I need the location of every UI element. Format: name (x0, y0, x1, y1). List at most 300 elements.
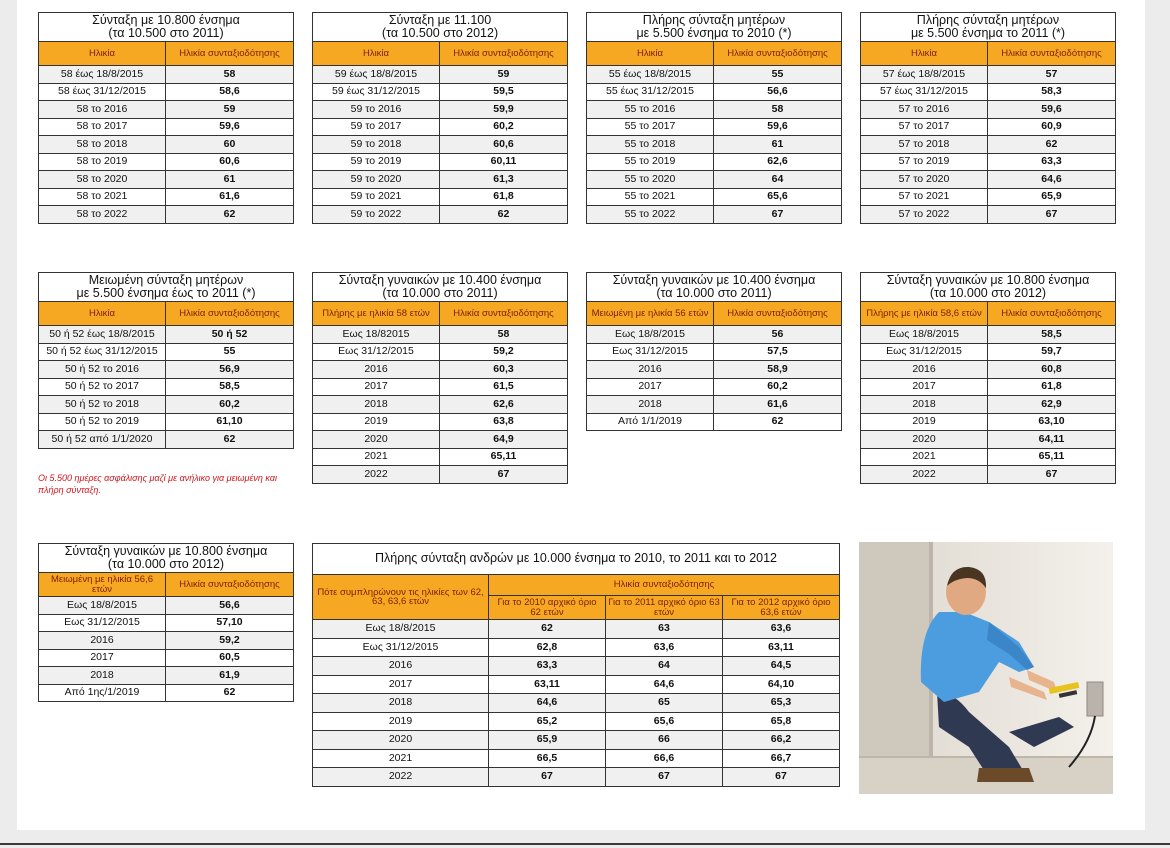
table-row (587, 188, 842, 206)
row-label: 2016 (313, 361, 440, 379)
table-row (861, 466, 1116, 484)
row-value: 66 (606, 731, 723, 750)
row-label: 59 το 2017 (313, 118, 440, 136)
table-title: Σύνταξη γυναικών με 10.400 ένσημα (τα 10.000 στο 2011) (587, 273, 842, 302)
row-label: 2021 (861, 448, 988, 466)
row-value: 65,6 (606, 712, 723, 731)
row-value: 63,3 (489, 657, 606, 676)
col-header: Μειωμένη με ηλικία 56 ετών (587, 302, 714, 326)
row-value: 59,6 (988, 101, 1116, 119)
row-value: 64 (606, 657, 723, 676)
row-label: 57 έως 18/8/2015 (861, 66, 988, 84)
row-value: 61,9 (166, 667, 294, 685)
row-value: 63,8 (440, 413, 568, 431)
table-row (587, 206, 842, 224)
table-row (39, 649, 294, 667)
table-row (39, 83, 294, 101)
table-row (861, 101, 1116, 119)
row-label: 57 το 2016 (861, 101, 988, 119)
table-row (587, 171, 842, 189)
footnote: Οι 5.500 ημέρες ασφάλισης μαζί με ανήλικο για μειωμένη και πλήρη σύνταξη. (38, 473, 277, 496)
row-value: 61,8 (440, 188, 568, 206)
row-label: Εως 18/8/2015 (39, 597, 166, 615)
col-header: Πλήρης με ηλικία 58 ετών (313, 302, 440, 326)
table-row (313, 396, 568, 414)
row-value: 56,6 (166, 597, 294, 615)
col-header: Πότε συμπληρώνουν τις ηλικίες των 62, 63, 63,6 ετών (313, 575, 489, 620)
row-label: 2022 (313, 768, 489, 787)
row-value: 58,6 (166, 83, 294, 101)
table-row (39, 136, 294, 154)
row-value: 59 (166, 101, 294, 119)
table-row (861, 118, 1116, 136)
row-value: 60,2 (166, 396, 294, 414)
table-row (39, 171, 294, 189)
row-label: 58 το 2019 (39, 153, 166, 171)
row-value: 59,5 (440, 83, 568, 101)
row-value: 67 (489, 768, 606, 787)
row-label: 58 το 2018 (39, 136, 166, 154)
row-value: 61,5 (440, 378, 568, 396)
row-value: 62 (489, 620, 606, 639)
table-row (861, 326, 1116, 344)
col-header: Ηλικία συνταξιοδότησης (166, 573, 294, 597)
table-women-10400-reduced (586, 272, 842, 431)
row-value: 62 (440, 206, 568, 224)
row-label: Από 1ης/1/2019 (39, 684, 166, 702)
row-value: 62 (166, 206, 294, 224)
row-label: 57 το 2022 (861, 206, 988, 224)
table-mothers-reduced (38, 272, 294, 449)
table-row (313, 749, 840, 768)
row-value: 60,3 (440, 361, 568, 379)
electrician-photo (859, 542, 1113, 794)
table-pension-11100 (312, 12, 568, 224)
col-header: Ηλικία (39, 302, 166, 326)
col-header: Για το 2012 αρχικό όριο 63,6 ετών (723, 596, 840, 620)
table-row (861, 206, 1116, 224)
row-value: 56,9 (166, 361, 294, 379)
row-label: 2017 (313, 675, 489, 694)
row-label: 58 το 2017 (39, 118, 166, 136)
row-value: 56 (714, 326, 842, 344)
row-value: 60,8 (988, 361, 1116, 379)
row-value: 58 (440, 326, 568, 344)
row-label: 55 το 2022 (587, 206, 714, 224)
row-label: 59 το 2018 (313, 136, 440, 154)
table-row (861, 153, 1116, 171)
row-label: 55 το 2020 (587, 171, 714, 189)
row-label: 2016 (861, 361, 988, 379)
table-row (313, 326, 568, 344)
row-label: 2016 (587, 361, 714, 379)
table-row (313, 118, 568, 136)
table-women-10400-full (312, 272, 568, 484)
table-row (39, 667, 294, 685)
row-value: 60,6 (166, 153, 294, 171)
col-header: Ηλικία (587, 42, 714, 66)
row-value: 61,10 (166, 413, 294, 431)
row-label: 2021 (313, 448, 440, 466)
row-label: 50 ή 52 το 2019 (39, 413, 166, 431)
row-label: 50 ή 52 το 2017 (39, 378, 166, 396)
table-row (39, 206, 294, 224)
row-label: Εως 31/12/2015 (313, 638, 489, 657)
row-label: 59 έως 18/8/2015 (313, 66, 440, 84)
row-label: Εως 18/8/2015 (861, 326, 988, 344)
col-header: Ηλικία συνταξιοδότησης (166, 302, 294, 326)
table-row (313, 83, 568, 101)
col-header: Ηλικία συνταξιοδότησης (714, 302, 842, 326)
row-label: 58 το 2016 (39, 101, 166, 119)
table-row (313, 188, 568, 206)
table-row (39, 378, 294, 396)
row-label: 59 το 2016 (313, 101, 440, 119)
table-row (587, 343, 842, 361)
table-row (587, 378, 842, 396)
row-label: 50 ή 52 το 2018 (39, 396, 166, 414)
row-label: Εως 31/12/2015 (313, 343, 440, 361)
row-value: 59,2 (166, 632, 294, 650)
row-value: 67 (714, 206, 842, 224)
table-row (39, 632, 294, 650)
row-label: 2018 (39, 667, 166, 685)
col-header: Ηλικία συνταξιοδότησης (714, 42, 842, 66)
row-label: 59 έως 31/12/2015 (313, 83, 440, 101)
row-value: 50 ή 52 (166, 326, 294, 344)
table-row (39, 66, 294, 84)
table-row (39, 101, 294, 119)
row-value: 65,11 (988, 448, 1116, 466)
row-value: 61 (714, 136, 842, 154)
row-value: 62,6 (714, 153, 842, 171)
table-row (587, 101, 842, 119)
row-label: Από 1/1/2019 (587, 413, 714, 431)
row-label: 2020 (313, 731, 489, 750)
row-label: 57 το 2018 (861, 136, 988, 154)
table-row (39, 188, 294, 206)
table-row (39, 614, 294, 632)
row-value: 67 (440, 466, 568, 484)
table-row (39, 361, 294, 379)
row-value: 64,6 (606, 675, 723, 694)
row-label: 57 το 2017 (861, 118, 988, 136)
row-value: 58,3 (988, 83, 1116, 101)
table-row (587, 326, 842, 344)
row-value: 59,2 (440, 343, 568, 361)
table-row (587, 413, 842, 431)
table-title: Πλήρης σύνταξη ανδρών με 10.000 ένσημα το 2010, το 2011 και το 2012 (313, 544, 840, 575)
table-row (587, 66, 842, 84)
table-row (39, 343, 294, 361)
row-value: 63,11 (723, 638, 840, 657)
table-title: Σύνταξη γυναικών με 10.800 ένσημα (τα 10.000 στο 2012) (39, 544, 294, 573)
row-label: 55 το 2021 (587, 188, 714, 206)
col-header: Ηλικία συνταξιοδότησης (440, 42, 568, 66)
row-label: 59 το 2019 (313, 153, 440, 171)
row-value: 61 (166, 171, 294, 189)
row-label: 57 έως 31/12/2015 (861, 83, 988, 101)
row-label: 2022 (861, 466, 988, 484)
row-value: 63,3 (988, 153, 1116, 171)
table-women-10800-full (860, 272, 1116, 484)
table-title: Σύνταξη γυναικών με 10.800 ένσημα (τα 10.000 στο 2012) (861, 273, 1116, 302)
col-header: Ηλικία συνταξιοδότησης (988, 42, 1116, 66)
table-row (39, 413, 294, 431)
table-row (313, 768, 840, 787)
row-label: 55 το 2018 (587, 136, 714, 154)
table-row (313, 66, 568, 84)
row-label: 50 ή 52 το 2016 (39, 361, 166, 379)
row-value: 63 (606, 620, 723, 639)
row-value: 60,5 (166, 649, 294, 667)
row-label: Εως 31/12/2015 (861, 343, 988, 361)
row-value: 63,6 (606, 638, 723, 657)
row-label: 58 έως 18/8/2015 (39, 66, 166, 84)
row-value: 59,6 (714, 118, 842, 136)
row-label: 50 ή 52 έως 31/12/2015 (39, 343, 166, 361)
row-label: 55 το 2017 (587, 118, 714, 136)
row-value: 65 (606, 694, 723, 713)
row-value: 59,6 (166, 118, 294, 136)
row-label: 2018 (313, 396, 440, 414)
table-row (861, 83, 1116, 101)
table-row (313, 343, 568, 361)
table-row (39, 431, 294, 449)
row-label: 58 το 2020 (39, 171, 166, 189)
table-row (861, 396, 1116, 414)
table-row (313, 171, 568, 189)
table-row (861, 66, 1116, 84)
row-label: Εως 18/8/2015 (313, 620, 489, 639)
table-row (861, 136, 1116, 154)
row-value: 67 (988, 206, 1116, 224)
row-value: 64 (714, 171, 842, 189)
row-label: 59 το 2020 (313, 171, 440, 189)
row-value: 66,5 (489, 749, 606, 768)
table-title: Σύνταξη με 11.100 (τα 10.500 στο 2012) (313, 13, 568, 42)
row-label: 2022 (313, 466, 440, 484)
row-label: Εως 18/8/2015 (587, 326, 714, 344)
row-label: 58 έως 31/12/2015 (39, 83, 166, 101)
table-row (313, 431, 568, 449)
row-value: 59,9 (440, 101, 568, 119)
row-value: 55 (714, 66, 842, 84)
row-label: 59 το 2021 (313, 188, 440, 206)
row-label: 55 έως 18/8/2015 (587, 66, 714, 84)
row-value: 60,2 (440, 118, 568, 136)
table-mothers-full-2010 (586, 12, 842, 224)
row-label: Εως 31/12/2015 (587, 343, 714, 361)
table-row (313, 206, 568, 224)
row-value: 63,10 (988, 413, 1116, 431)
table-row (313, 378, 568, 396)
table-row (39, 684, 294, 702)
row-value: 64,10 (723, 675, 840, 694)
table-row (313, 153, 568, 171)
col-header: Ηλικία (39, 42, 166, 66)
row-value: 59 (440, 66, 568, 84)
bottom-divider (0, 843, 1170, 845)
row-label: 58 το 2021 (39, 188, 166, 206)
row-value: 59,7 (988, 343, 1116, 361)
row-value: 66,7 (723, 749, 840, 768)
row-label: 2018 (313, 694, 489, 713)
row-value: 63,6 (723, 620, 840, 639)
row-value: 58,9 (714, 361, 842, 379)
row-label: 2018 (861, 396, 988, 414)
table-title: Μειωμένη σύνταξη μητέρων με 5.500 ένσημα έως το 2011 (*) (39, 273, 294, 302)
table-title: Σύνταξη με 10.800 ένσημα (τα 10.500 στο 2011) (39, 13, 294, 42)
row-value: 65,9 (988, 188, 1116, 206)
row-value: 65,3 (723, 694, 840, 713)
col-header: Ηλικία συνταξιοδότησης (489, 575, 840, 596)
row-value: 61,6 (166, 188, 294, 206)
table-row (861, 361, 1116, 379)
row-label: 2017 (313, 378, 440, 396)
row-value: 58 (166, 66, 294, 84)
row-label: 2017 (861, 378, 988, 396)
table-row (861, 413, 1116, 431)
table-title: Πλήρης σύνταξη μητέρων με 5.500 ένσημα το 2011 (*) (861, 13, 1116, 42)
row-value: 60,6 (440, 136, 568, 154)
table-row (587, 118, 842, 136)
row-label: 2018 (587, 396, 714, 414)
table-pension-10800 (38, 12, 294, 224)
row-label: 2016 (39, 632, 166, 650)
table-mothers-full-2011 (860, 12, 1116, 224)
table-men-10000 (312, 543, 840, 787)
table-row (587, 361, 842, 379)
row-value: 55 (166, 343, 294, 361)
row-value: 67 (606, 768, 723, 787)
row-value: 62,6 (440, 396, 568, 414)
row-value: 65,2 (489, 712, 606, 731)
row-label: Εως 18/82015 (313, 326, 440, 344)
table-title: Πλήρης σύνταξη μητέρων με 5.500 ένσημα το 2010 (*) (587, 13, 842, 42)
row-value: 63,11 (489, 675, 606, 694)
row-value: 67 (988, 466, 1116, 484)
row-label: 2019 (313, 413, 440, 431)
row-value: 56,6 (714, 83, 842, 101)
table-row (39, 597, 294, 615)
row-value: 57,10 (166, 614, 294, 632)
row-value: 64,6 (489, 694, 606, 713)
row-value: 58 (714, 101, 842, 119)
row-label: Εως 31/12/2015 (39, 614, 166, 632)
table-row (39, 326, 294, 344)
table-row (39, 396, 294, 414)
row-value: 62 (988, 136, 1116, 154)
table-row (313, 694, 840, 713)
row-value: 61,8 (988, 378, 1116, 396)
table-row (313, 448, 568, 466)
table-row (313, 712, 840, 731)
col-header: Για το 2010 αρχικό όριο 62 ετών (489, 596, 606, 620)
col-header: Πλήρης με ηλικία 58,6 ετών (861, 302, 988, 326)
row-label: 2020 (861, 431, 988, 449)
row-value: 64,6 (988, 171, 1116, 189)
row-value: 64,9 (440, 431, 568, 449)
row-value: 60,11 (440, 153, 568, 171)
row-label: 55 το 2019 (587, 153, 714, 171)
row-value: 66,6 (606, 749, 723, 768)
row-value: 61,6 (714, 396, 842, 414)
table-row (39, 153, 294, 171)
row-value: 64,5 (723, 657, 840, 676)
col-header: Ηλικία συνταξιοδότησης (440, 302, 568, 326)
table-women-10800-reduced (38, 543, 294, 702)
row-label: 2017 (587, 378, 714, 396)
row-value: 61,3 (440, 171, 568, 189)
table-row (587, 136, 842, 154)
table-row (861, 378, 1116, 396)
row-label: 50 ή 52 από 1/1/2020 (39, 431, 166, 449)
row-value: 62 (166, 431, 294, 449)
table-row (861, 343, 1116, 361)
row-value: 62,9 (988, 396, 1116, 414)
row-value: 65,8 (723, 712, 840, 731)
col-header: Ηλικία συνταξιοδότησης (988, 302, 1116, 326)
row-value: 57,5 (714, 343, 842, 361)
row-value: 60 (166, 136, 294, 154)
row-value: 62 (166, 684, 294, 702)
table-title: Σύνταξη γυναικών με 10.400 ένσημα (τα 10.000 στο 2011) (313, 273, 568, 302)
electrician-illustration (859, 542, 1113, 794)
row-label: 55 έως 31/12/2015 (587, 83, 714, 101)
table-row (861, 448, 1116, 466)
col-header: Για το 2011 αρχικό όριο 63 ετών (606, 596, 723, 620)
col-header: Ηλικία συνταξιοδότησης (166, 42, 294, 66)
row-value: 67 (723, 768, 840, 787)
table-row (313, 413, 568, 431)
table-row (861, 431, 1116, 449)
table-row (313, 675, 840, 694)
row-label: 55 το 2016 (587, 101, 714, 119)
row-value: 58,5 (988, 326, 1116, 344)
table-row (313, 731, 840, 750)
table-row (313, 361, 568, 379)
row-value: 60,2 (714, 378, 842, 396)
row-value: 58,5 (166, 378, 294, 396)
row-label: 2021 (313, 749, 489, 768)
col-header: Μειωμένη με ηλικία 56,6 ετών (39, 573, 166, 597)
row-label: 2017 (39, 649, 166, 667)
row-value: 64,11 (988, 431, 1116, 449)
table-row (861, 188, 1116, 206)
row-value: 57 (988, 66, 1116, 84)
table-row (313, 101, 568, 119)
row-label: 2020 (313, 431, 440, 449)
col-header: Ηλικία (313, 42, 440, 66)
table-row (861, 171, 1116, 189)
row-value: 65,9 (489, 731, 606, 750)
row-value: 62,8 (489, 638, 606, 657)
table-row (587, 396, 842, 414)
table-row (39, 118, 294, 136)
row-label: 58 το 2022 (39, 206, 166, 224)
row-value: 66,2 (723, 731, 840, 750)
row-label: 50 ή 52 έως 18/8/2015 (39, 326, 166, 344)
table-row (313, 620, 840, 639)
row-value: 60,9 (988, 118, 1116, 136)
table-row (313, 638, 840, 657)
row-label: 59 το 2022 (313, 206, 440, 224)
row-value: 65,11 (440, 448, 568, 466)
table-row (587, 153, 842, 171)
col-header: Ηλικία (861, 42, 988, 66)
row-label: 57 το 2020 (861, 171, 988, 189)
